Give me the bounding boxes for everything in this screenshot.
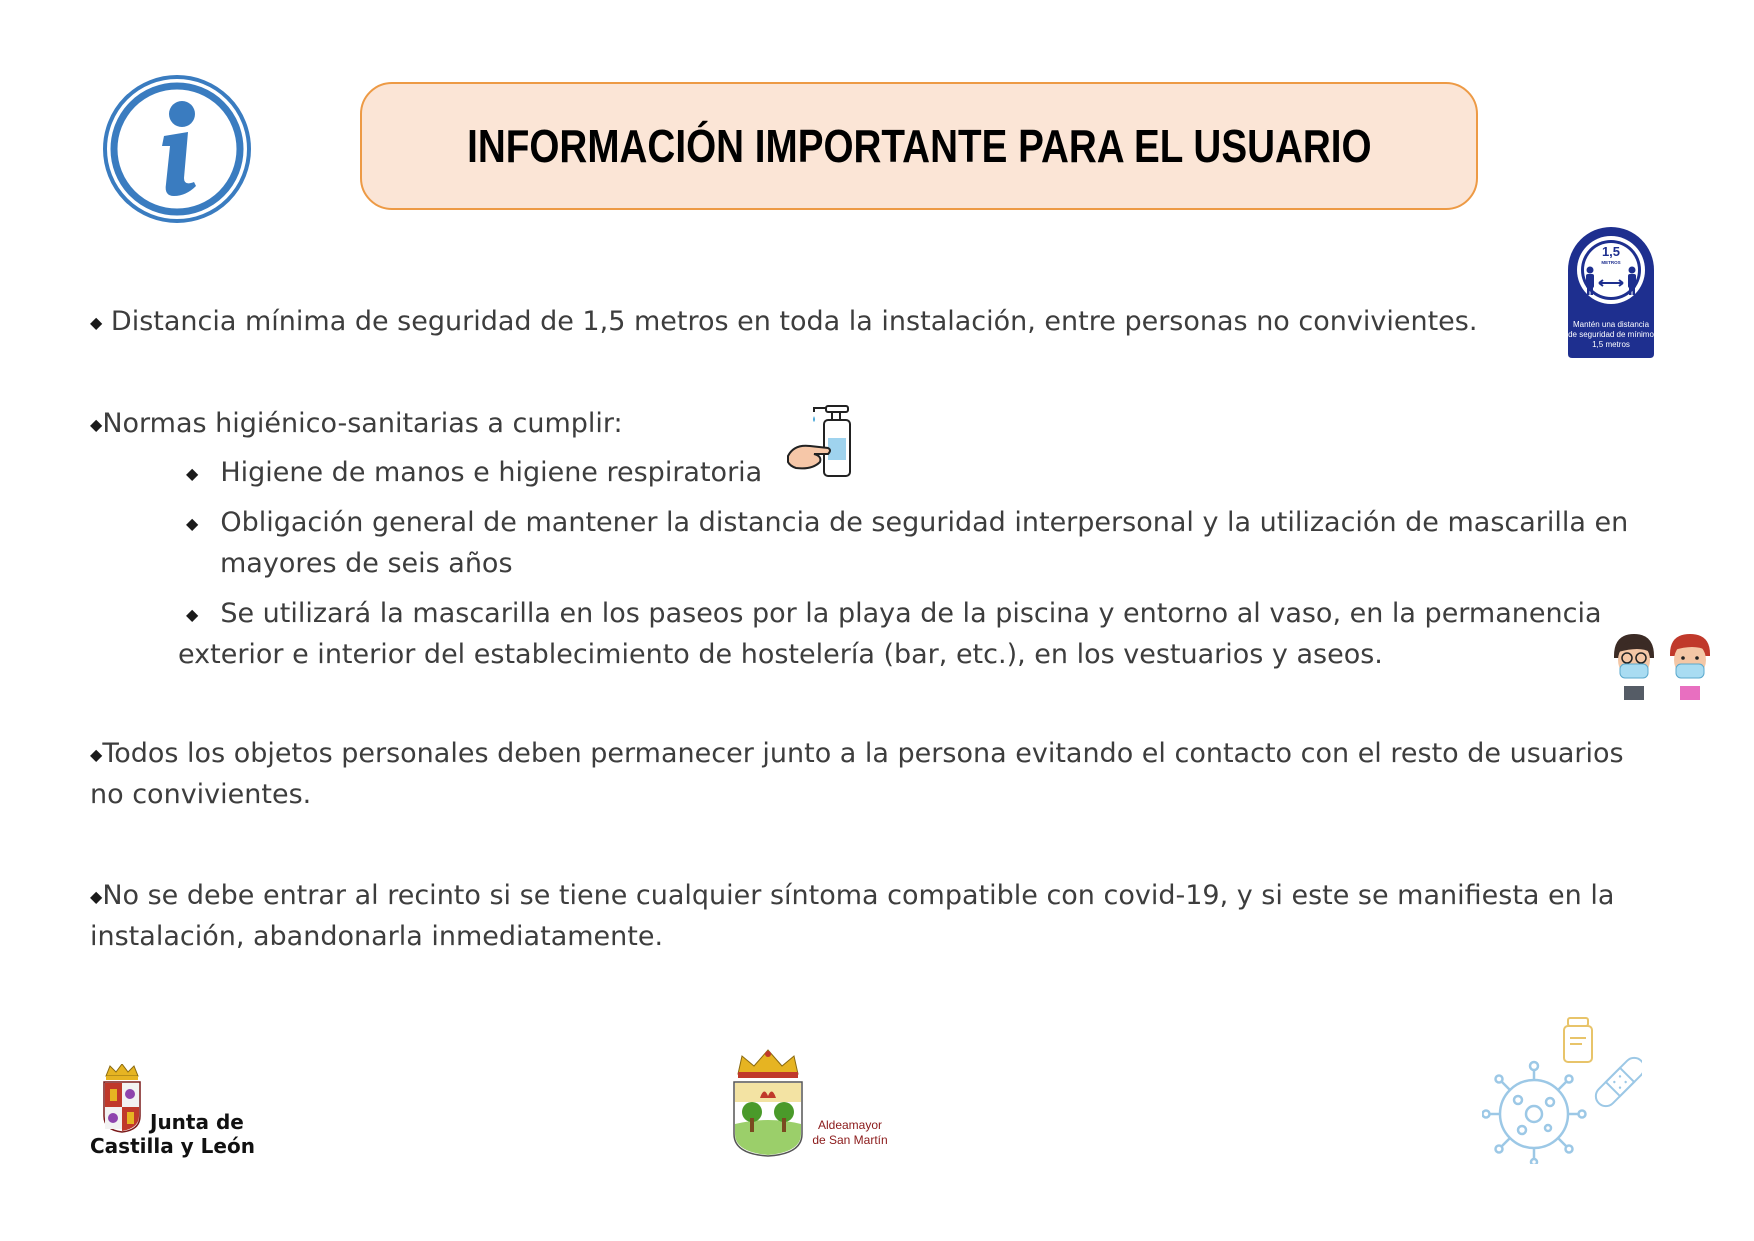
norm-hygiene-text: Higiene de manos e higiene respiratoria <box>220 457 763 488</box>
jcyl-line2: Castilla y León <box>90 1134 255 1158</box>
masked-people-icon <box>1610 628 1714 700</box>
bullet-icon: ◆ <box>186 464 199 483</box>
item-distance <box>90 302 1477 343</box>
norm-obligation <box>186 503 1628 584</box>
sign-caption-1: Mantén una distancia <box>1572 320 1650 329</box>
norm-mask-line2: exterior e interior del establecimiento de hostelería (bar, etc.), en los vestuarios y aseos. <box>178 639 1383 670</box>
sign-number: 1,5 <box>1601 244 1621 259</box>
symptoms-line1: No se debe entrar al recinto si se tiene cualquier síntoma compatible con covid-19, y si este se manifiesta en la <box>102 880 1615 911</box>
info-icon <box>102 74 252 224</box>
bullet-icon: ◆ <box>90 745 103 764</box>
item-symptoms <box>90 876 1614 957</box>
jcyl-logo <box>90 1064 270 1160</box>
bullet-icon: ◆ <box>90 887 103 906</box>
norm-mask-line1: Se utilizará la mascarilla en los paseos por la playa de la piscina y entorno al vaso, en la permanencia <box>220 598 1602 629</box>
page-title: INFORMACIÓN IMPORTANTE PARA EL USUARIO <box>466 120 1372 172</box>
bullet-icon: ◆ <box>90 313 103 332</box>
hand-sanitizer-icon <box>784 404 858 478</box>
norm-obligation-line1: Obligación general de mantener la distancia de seguridad interpersonal y la utilización de mascarilla en <box>220 507 1629 538</box>
distance-sign-icon <box>1566 226 1656 360</box>
virus-vaccine-icon <box>1482 1014 1642 1164</box>
sign-caption-3: 1,5 metros <box>1592 340 1630 349</box>
sign-caption-2: de seguridad de mínimo <box>1568 330 1654 339</box>
objects-line1: Todos los objetos personales deben permanecer junto a la persona evitando el contacto con el resto de usuarios <box>102 738 1624 769</box>
bullet-icon: ◆ <box>186 605 199 624</box>
jcyl-shield-icon <box>100 1064 144 1134</box>
bullet-icon: ◆ <box>186 514 199 533</box>
bullet-icon: ◆ <box>90 415 103 434</box>
aldeamayor-logo <box>730 1046 900 1158</box>
norm-mask <box>178 594 1602 675</box>
objects-line2: no convivientes. <box>90 779 312 810</box>
norms-heading-text: Normas higiénico-sanitarias a cumplir: <box>102 408 623 439</box>
item-objects <box>90 734 1624 815</box>
jcyl-line1: Junta de <box>150 1110 244 1134</box>
ald-line1: Aldeamayor <box>817 1118 883 1132</box>
sign-unit: METROS <box>1601 260 1621 265</box>
norm-hygiene <box>186 453 762 494</box>
item-distance-text: Distancia mínima de seguridad de 1,5 metros en toda la instalación, entre personas no convivientes. <box>110 306 1478 337</box>
norm-obligation-line2: mayores de seis años <box>220 548 513 579</box>
aldeamayor-shield-icon <box>730 1046 806 1158</box>
item-norms-heading <box>90 404 623 445</box>
ald-line2: de San Martín <box>812 1133 888 1147</box>
symptoms-line2: instalación, abandonarla inmediatamente. <box>90 921 664 952</box>
title-banner <box>360 82 1478 210</box>
